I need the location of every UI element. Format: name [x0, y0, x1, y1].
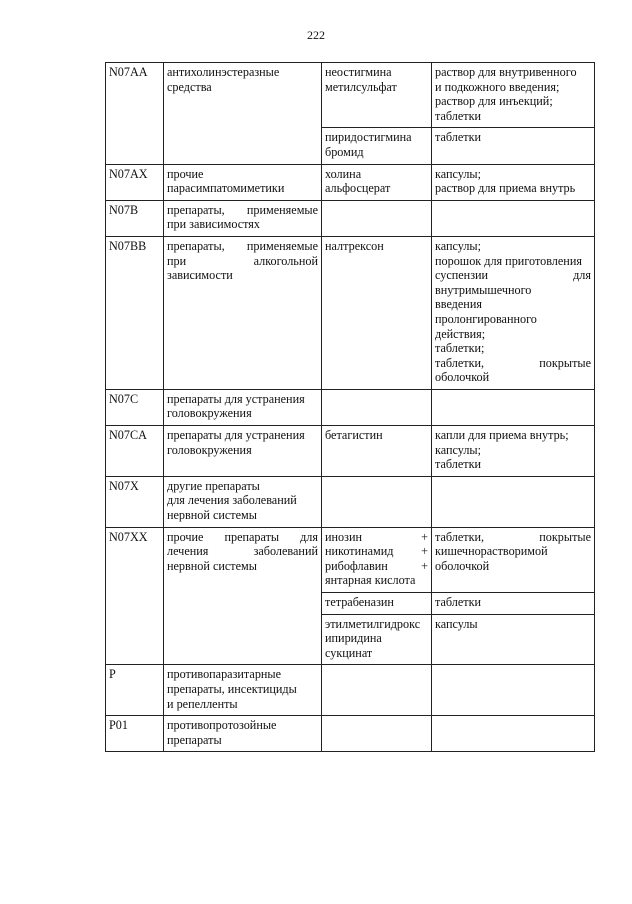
dosage-form-cell [432, 128, 595, 164]
form-line: пролонгированного [435, 311, 537, 326]
dosage-form-cell [432, 476, 595, 527]
form-line: таблетки [435, 108, 482, 123]
dosage-form-cell [432, 665, 595, 716]
group-line: прочие [167, 166, 204, 181]
group-line: прочие препараты для [167, 529, 318, 544]
group-line: парасимпатомиметики [167, 181, 285, 196]
drug-line: неостигмина [325, 65, 392, 79]
drug-line: сукцинат [325, 645, 373, 660]
drug-name-cell [322, 614, 432, 665]
table-row [106, 665, 595, 716]
drug-name-cell [322, 527, 432, 592]
atc-code-cell: N07C [106, 389, 164, 425]
group-line: головокружения [167, 406, 252, 421]
form-line: таблетки; [435, 341, 485, 356]
drug-table [105, 62, 595, 752]
form-line: оболочкой [435, 370, 490, 385]
drug-name-cell [322, 476, 432, 527]
drug-line: метилсульфат [325, 79, 397, 94]
group-name-cell [164, 426, 322, 477]
form-line: капли для приема внутрь; [435, 428, 569, 443]
dosage-form-cell [432, 389, 595, 425]
drug-line: рибофлавин + [325, 558, 428, 573]
group-line: зависимости [167, 268, 233, 283]
drug-line: инозин + [325, 529, 428, 544]
form-line: внутримышечного [435, 282, 532, 297]
group-name-cell [164, 665, 322, 716]
group-line: препараты для устранения [167, 428, 305, 443]
group-line: при зависимостях [167, 217, 261, 232]
dosage-form-cell [432, 426, 595, 477]
atc-code-cell: N07B [106, 200, 164, 236]
group-line: препараты для устранения [167, 391, 305, 406]
atc-code-cell: N07X [106, 476, 164, 527]
drug-line: бетагистин [325, 428, 383, 443]
dosage-form-cell [432, 614, 595, 665]
group-line: и репелленты [167, 696, 238, 711]
group-line: нервной системы [167, 558, 257, 573]
drug-name-cell [322, 164, 432, 200]
group-line: противопаразитарные [167, 667, 282, 682]
form-line: введения [435, 297, 482, 312]
dosage-form-cell [432, 164, 595, 200]
group-line: препараты [167, 732, 222, 747]
group-name-cell [164, 63, 322, 165]
form-line: раствор для инъекций; [435, 94, 553, 109]
table-row [106, 164, 595, 200]
form-line: таблетки [435, 457, 482, 472]
form-line: оболочкой [435, 558, 490, 573]
group-line: препараты, инсектициды [167, 681, 297, 696]
group-name-cell [164, 716, 322, 752]
dosage-form-cell [432, 236, 595, 389]
group-line: антихолинэстеразные [167, 65, 280, 79]
group-line: головокружения [167, 442, 252, 457]
group-line: другие препараты [167, 478, 260, 493]
dosage-form-cell [432, 716, 595, 752]
form-line: и подкожного введения; [435, 79, 560, 94]
drug-name-cell [322, 200, 432, 236]
dosage-form-cell [432, 593, 595, 615]
atc-code-cell: P01 [106, 716, 164, 752]
drug-line: никотинамид + [325, 544, 428, 559]
dosage-form-cell [432, 63, 595, 128]
table-row [106, 63, 595, 128]
form-line: капсулы [435, 616, 478, 631]
form-line: таблетки, покрытые [435, 529, 591, 544]
form-line: таблетки [435, 595, 482, 609]
group-line: препараты, применяемые [167, 202, 318, 217]
drug-name-cell [322, 426, 432, 477]
drug-line: этилметилгидрокс [325, 616, 421, 631]
page-number: 222 [307, 28, 325, 42]
form-line: действия; [435, 326, 486, 341]
group-name-cell [164, 527, 322, 665]
form-line: кишечнорастворимой [435, 544, 548, 559]
atc-code-cell: N07AX [106, 164, 164, 200]
table-row [106, 476, 595, 527]
drug-line: янтарная кислота [325, 573, 416, 588]
table-row [106, 426, 595, 477]
group-line: средства [167, 79, 212, 94]
form-line: раствор для приема внутрь [435, 181, 576, 196]
atc-code-cell: N07AA [106, 63, 164, 165]
group-line: нервной системы [167, 508, 257, 523]
atc-code-cell: N07CA [106, 426, 164, 477]
drug-name-cell [322, 128, 432, 164]
dosage-form-cell [432, 527, 595, 592]
atc-code-cell: P [106, 665, 164, 716]
drug-line: тетрабеназин [325, 595, 394, 609]
form-line: капсулы; [435, 238, 481, 253]
drug-line: ипиридина [325, 631, 382, 646]
form-line: суспензии для [435, 268, 591, 283]
form-line: порошок для приготовления [435, 253, 582, 268]
form-line: таблетки, покрытые [435, 355, 591, 370]
form-line: капсулы; [435, 166, 481, 181]
atc-code-cell: N07XX [106, 527, 164, 665]
drug-line: налтрексон [325, 238, 384, 253]
drug-name-cell [322, 63, 432, 128]
table-row [106, 527, 595, 592]
group-name-cell [164, 164, 322, 200]
drug-name-cell [322, 236, 432, 389]
group-line: противопротозойные [167, 718, 277, 733]
atc-code-cell: N07BB [106, 236, 164, 389]
group-name-cell [164, 476, 322, 527]
drug-line: холина [325, 166, 362, 181]
drug-line: альфосцерат [325, 181, 391, 196]
table-row [106, 236, 595, 389]
drug-name-cell [322, 665, 432, 716]
table-row [106, 200, 595, 236]
table-row [106, 389, 595, 425]
table-row [106, 716, 595, 752]
form-line: капсулы; [435, 442, 481, 457]
group-line: для лечения заболеваний [167, 493, 297, 508]
drug-name-cell [322, 593, 432, 615]
drug-line: бромид [325, 144, 364, 159]
group-line: при алкогольной [167, 253, 318, 268]
group-line: препараты, применяемые [167, 238, 318, 253]
drug-name-cell [322, 389, 432, 425]
group-line: лечения заболеваний [167, 544, 318, 559]
dosage-form-cell [432, 200, 595, 236]
form-line: раствор для внутривенного [435, 65, 577, 79]
form-line: таблетки [435, 130, 482, 145]
group-name-cell [164, 236, 322, 389]
group-name-cell [164, 200, 322, 236]
group-name-cell [164, 389, 322, 425]
drug-line: пиридостигмина [325, 130, 412, 145]
drug-name-cell [322, 716, 432, 752]
